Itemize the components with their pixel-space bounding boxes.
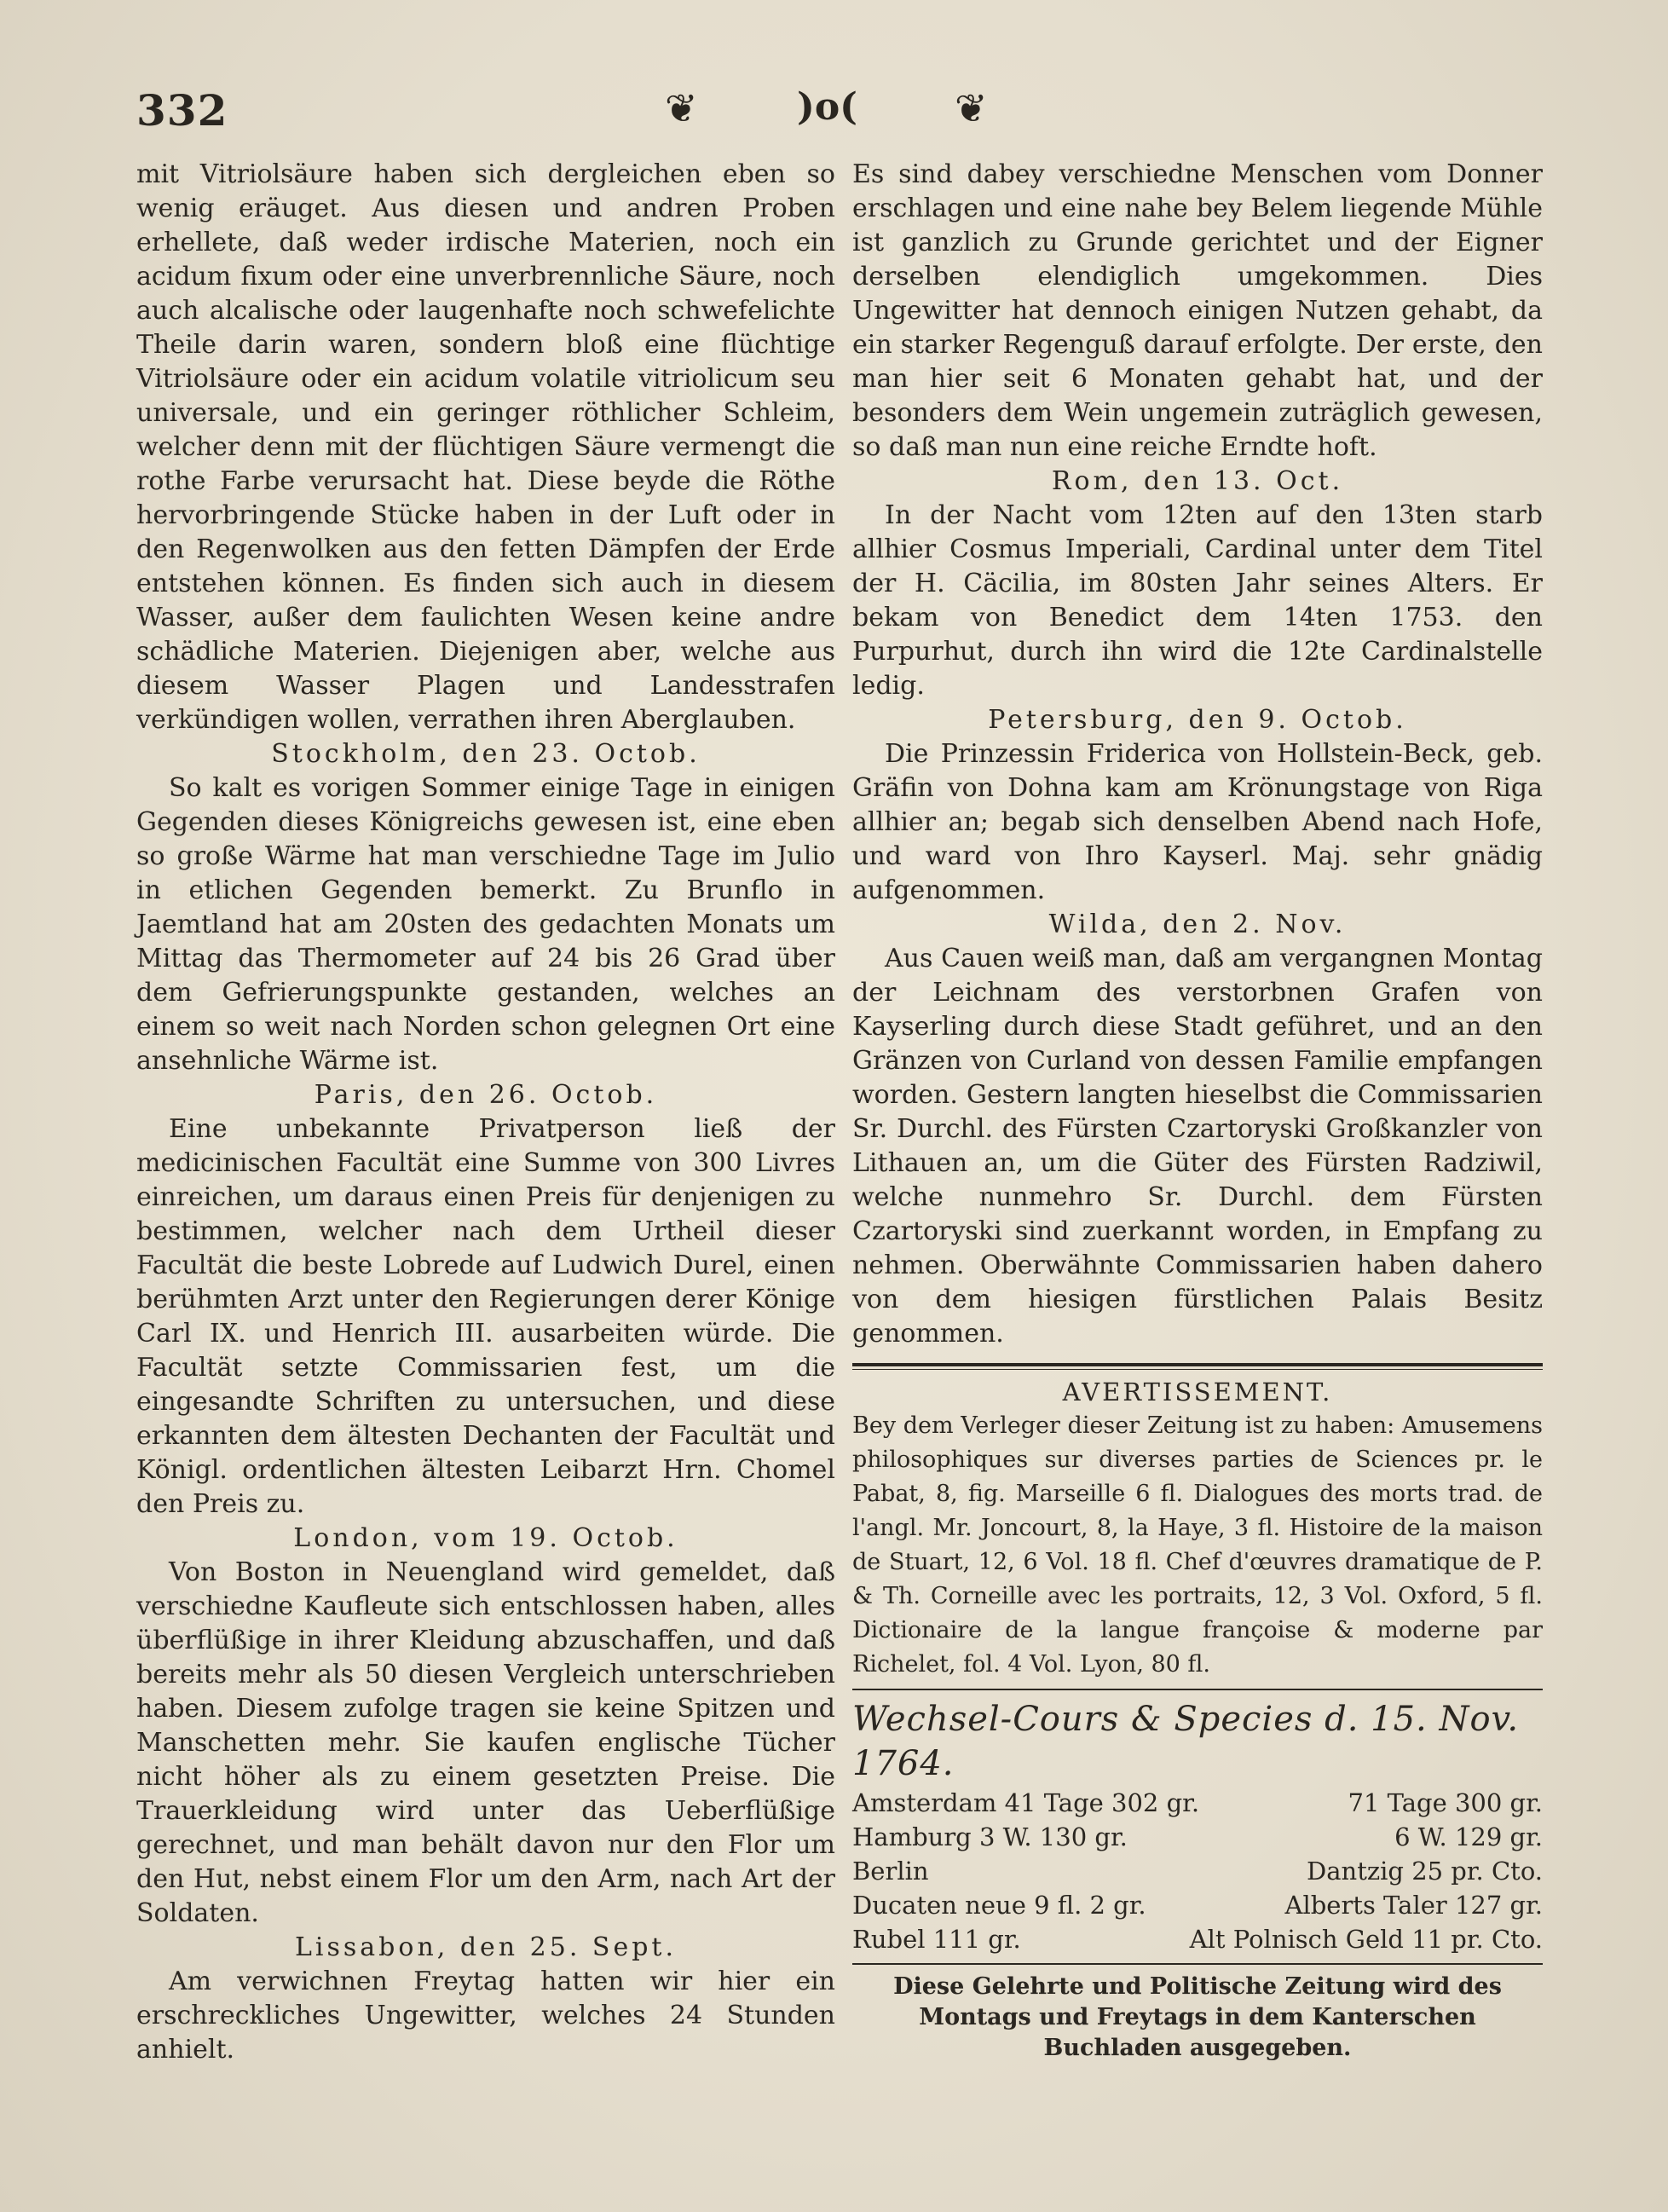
exchange-cell: Rubel 111 gr.: [852, 1925, 1021, 1954]
exchange-title: Wechsel-Cours & Species d. 15. Nov. 1764.: [852, 1700, 1520, 1783]
exchange-cell: 71 Tage 300 gr.: [1348, 1788, 1543, 1817]
exchange-cell: Amsterdam 41 Tage 302 gr.: [852, 1788, 1200, 1817]
exchange-row: [852, 1922, 1543, 1956]
article-london: Von Boston in Neuengland wird gemeldet, daß verschiedne Kaufleute sich entschlossen haben, alles überflüßige in ihrer Kleidung abzuschaffen, und daß bereits mehr als 50 diesen Vergleich unterschrieben haben. Diesem zufolge tragen sie keine Spitzen und Manschetten mehr. Sie kaufen englische Tücher nicht höher als zu einem gesetzten Preise. Die Trauerkleidung wird unter das Ueberflüßige gerechnet, und man behält davon nur den Flor um den Hut, nebst einem Flor um den Arm, nach Art der Soldaten.: [136, 1557, 835, 1928]
exchange-row: [852, 1786, 1543, 1820]
exchange-divider: [852, 1689, 1543, 1690]
exchange-row: [852, 1854, 1543, 1888]
article-rom: In der Nacht vom 12ten auf den 13ten starb allhier Cosmus Imperiali, Cardinal unter dem Titel der H. Cäcilia, im 80sten Jahr seines Alters. Er bekam von Benedict dem 14ten 1753. den Purpurhut, durch ihn wird die 12te Cardinalstelle ledig.: [852, 500, 1543, 701]
section-divider: [852, 1363, 1543, 1370]
dateline-rom: Rom, den 13. Oct.: [1051, 466, 1344, 496]
right-ornament-icon: ❦: [955, 85, 988, 131]
article-continuation: mit Vitriolsäure haben sich dergleichen eben so wenig eräuget. Aus diesen und andren Proben erhellete, daß weder irdische Materien, noch ein acidum fixum oder eine unverbrennliche Säure, noch auch alcalische oder laugenhafte noch schwefelichte Theile darin waren, sondern bloß eine flüchtige Vitriolsäure oder ein acidum volatile vitriolicum seu universale, und ein geringer röthlicher Schleim, welcher denn mit der flüchtigen Säure vermengt die rothe Farbe verursacht hat. Diese beyde die Röthe hervorbringende Stücke haben in der Luft oder in den Regenwolken aus den fetten Dämpfen der Erde entstehen können. Es finden sich auch in diesem Wasser, außer dem faulichten Wesen keine andre schädliche Materien. Diejenigen aber, welche aus diesem Wasser Plagen und Landesstrafen verkündigen wollen, verrathen ihren Aberglauben.: [136, 159, 835, 735]
right-column: [852, 158, 1543, 2087]
exchange-cell: Alt Polnisch Geld 11 pr. Cto.: [1189, 1925, 1543, 1954]
exchange-cell: Hamburg 3 W. 130 gr.: [852, 1822, 1128, 1851]
page-number: 332: [136, 85, 228, 136]
dateline-stockholm: Stockholm, den 23. Octob.: [271, 739, 701, 769]
footer-divider: [852, 1963, 1543, 1965]
article-wilda: Aus Cauen weiß man, daß am vergangnen Montag der Leichnam des verstorbnen Grafen von Kayserling durch diese Stadt geführet, und an den Gränzen von Curland von dessen Familie empfangen worden. Gestern langten hieselbst die Commissarien Sr. Durchl. des Fürsten Czartoryski Großkanzler von Lithauen an, um die Güter des Fürsten Radziwil, welche nunmehro Sr. Durchl. dem Fürsten Czartoryski sind zuerkannt worden, in Empfang zu nehmen. Oberwähnte Commissarien haben dahero von dem hiesigen fürstlichen Palais Besitz genommen.: [852, 944, 1543, 1349]
advertisement-text: Bey dem Verleger dieser Zeitung ist zu haben: Amusemens philosophiques sur diverses parties de Sciences pr. le Pabat, 8, fig. Marseille 6 fl. Dialogues des morts trad. de l'angl. Mr. Joncourt, 8, la Haye, 3 fl. Histoire de la maison de Stuart, 12, 6 Vol. 18 fl. Chef d'œuvres dramatique de P. & Th. Corneille avec les portraits, 12, 3 Vol. Oxford, 5 fl. Dictionaire de la langue françoise & moderne par Richelet, fol. 4 Vol. Lyon, 80 fl.: [852, 1412, 1543, 1678]
exchange-cell: 6 W. 129 gr.: [1394, 1822, 1543, 1851]
exchange-table: [852, 1786, 1543, 1956]
center-ornament: )o(: [797, 85, 857, 129]
article-stockholm: So kalt es vorigen Sommer einige Tage in einigen Gegenden dieses Königreichs gewesen ist, eine eben so große Wärme hat man verschiedne Tage im Julio in etlichen Gegenden bemerkt. Zu Brunflo in Jaemtland hat am 20sten des gedachten Monats um Mittag das Thermometer auf 24 bis 26 Grad über dem Gefrierungspunkte gestanden, welches an einem so weit nach Norden schon gelegnen Ort eine ansehnliche Wärme ist.: [136, 773, 835, 1076]
article-petersburg: Die Prinzessin Friderica von Hollstein-Beck, geb. Gräfin von Dohna kam am Krönungstage von Riga allhier an; begab sich denselben Abend nach Hofe, und ward von Ihro Kayserl. Maj. sehr gnädig aufgenommen.: [852, 739, 1543, 905]
exchange-row: [852, 1820, 1543, 1854]
page-header: [136, 85, 1543, 145]
exchange-cell: Alberts Taler 127 gr.: [1284, 1891, 1543, 1920]
exchange-cell: Dantzig 25 pr. Cto.: [1306, 1857, 1543, 1886]
dateline-petersburg: Petersburg, den 9. Octob.: [988, 705, 1407, 735]
advertisement-title: AVERTISSEMENT.: [1062, 1377, 1333, 1406]
left-ornament-icon: ❦: [665, 85, 698, 131]
exchange-row: [852, 1888, 1543, 1922]
article-lissabon: Am verwichnen Freytag hatten wir hier ein erschreckliches Ungewitter, welches 24 Stunden anhielt.: [136, 1967, 835, 2065]
dateline-wilda: Wilda, den 2. Nov.: [1048, 910, 1347, 939]
publication-note: Diese Gelehrte und Politische Zeitung wird des Montags und Freytags in dem Kanterschen Buchladen ausgegeben.: [893, 1973, 1502, 2061]
dateline-paris: Paris, den 26. Octob.: [314, 1080, 658, 1110]
article-lissabon-continued: Es sind dabey verschiedne Menschen vom Donner erschlagen und eine nahe bey Belem liegende Mühle ist ganzlich zu Grunde gerichtet und der Eigner derselben elendiglich umgekommen. Dies Ungewitter hat dennoch einigen Nutzen gehabt, da ein starker Regenguß darauf erfolgte. Der erste, den man hier seit 6 Monaten gehabt hat, und der besonders dem Wein ungemein zuträglich gewesen, so daß man nun eine reiche Erndte hoft.: [852, 159, 1543, 462]
dateline-lissabon: Lissabon, den 25. Sept.: [294, 1932, 677, 1962]
exchange-cell: Berlin: [852, 1857, 929, 1886]
exchange-cell: Ducaten neue 9 fl. 2 gr.: [852, 1891, 1146, 1920]
article-paris: Eine unbekannte Privatperson ließ der medicinischen Facultät eine Summe von 300 Livres einreichen, um daraus einen Preis für denjenigen zu bestimmen, welcher nach dem Urtheil dieser Facultät die beste Lobrede auf Ludwich Durel, einen berühmten Arzt unter den Regierungen derer Könige Carl IX. und Henrich III. ausarbeiten würde. Die Facultät setzte Commissarien fest, um die eingesandte Schriften zu untersuchen, und diese erkannten dem ältesten Dechanten der Facultät und Königl. ordentlichen ältesten Leibarzt Hrn. Chomel den Preis zu.: [136, 1114, 835, 1519]
left-column: [136, 158, 835, 2067]
dateline-london: London, vom 19. Octob.: [293, 1523, 678, 1553]
